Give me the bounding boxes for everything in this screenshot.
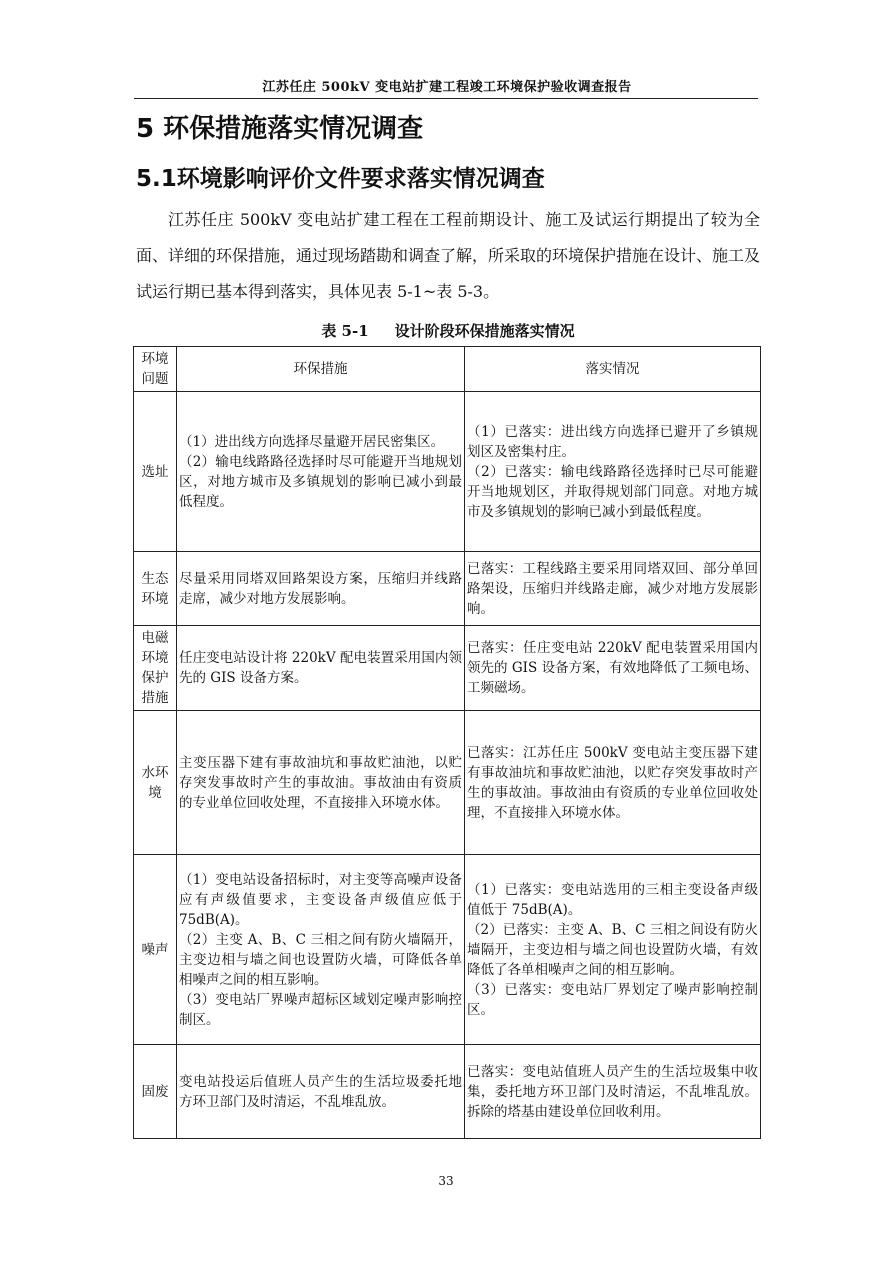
- row-issue: 电磁 环境 保护 措施: [134, 626, 177, 711]
- row-issue: 选址: [134, 392, 177, 552]
- table-caption: [136, 320, 760, 341]
- table-caption-number: 表 5-1: [321, 322, 369, 340]
- row-status: （1）已落实：进出线方向选择已避开了乡镇规划区及密集村庄。 （2）已落实：输电线路路径选择时已尽可能避开当地规划区，并取得规划部门同意。对地方城市及多镇规划的影响已减小到最低程度。: [465, 392, 761, 552]
- row-measure: 主变压器下建有事故油坑和事故贮油池，以贮存突发事故时产生的事故油。事故油由有资质的专业单位回收处理，不直接排入环境水体。: [177, 711, 465, 855]
- intro-paragraph: 江苏任庄 500kV 变电站扩建工程在工程前期设计、施工及试运行期提出了较为全面、详细的环保措施，通过现场踏勘和调查了解，所采取的环境保护措施在设计、施工及试运行期已基本得到落实，具体见表 5-1~表 5-3。: [136, 210, 761, 301]
- table-row: [134, 855, 761, 1045]
- row-status: 已落实：工程线路主要采用同塔双回、部分单回路架设，压缩归并线路走廊，减少对地方发展影响。: [465, 552, 761, 626]
- table-row: [134, 626, 761, 711]
- row-measure: 变电站投运后值班人员产生的生活垃圾委托地方环卫部门及时清运，不乱堆乱放。: [177, 1045, 465, 1139]
- row-status: （1）已落实：变电站选用的三相主变设备声级值低于 75dB(A)。 （2）已落实：主变 A、B、C 三相之间设有防火墙隔开，主变边相与墙之间也设置防火墙，有效降低了各单相噪声之间的相互影响。 （3）已落实：变电站厂界划定了噪声影响控制区。: [465, 855, 761, 1045]
- header-divider: [134, 98, 758, 99]
- row-issue: 水环 境: [134, 711, 177, 855]
- header-status: 落实情况: [465, 347, 761, 392]
- row-measure: （1）变电站设备招标时，对主变等高噪声设备应有声级值要求，主变设备声级值应低于 75dB(A)。 （2）主变 A、B、C 三相之间有防火墙隔开，主变边相与墙之间也设置防火墙，可降低各单相噪声之间的相互影响。 （3）变电站厂界噪声超标区域划定噪声影响控制区。: [177, 855, 465, 1045]
- row-status: 已落实：变电站值班人员产生的生活垃圾集中收集，委托地方环卫部门及时清运，不乱堆乱放。拆除的塔基由建设单位回收利用。: [465, 1045, 761, 1139]
- row-issue: 噪声: [134, 855, 177, 1045]
- running-header: 江苏任庄 500kV 变电站扩建工程竣工环境保护验收调查报告: [262, 80, 632, 95]
- measures-table: [133, 346, 761, 1139]
- subsection-title: 5.1环境影响评价文件要求落实情况调查: [136, 166, 545, 192]
- section-title: 5 环保措施落实情况调查: [136, 114, 424, 144]
- row-measure: （1）进出线方向选择尽量避开居民密集区。 （2）输电线路路径选择时尽可能避开当地规划区，对地方城市及多镇规划的影响已减小到最低程度。: [177, 392, 465, 552]
- header-issue: 环境 问题: [134, 347, 177, 392]
- row-measure: 尽量采用同塔双回路架设方案，压缩归并线路走席，减少对地方发展影响。: [177, 552, 465, 626]
- table-header-row: [134, 347, 761, 392]
- table-row: [134, 1045, 761, 1139]
- table-row: [134, 552, 761, 626]
- row-status: 已落实：江苏任庄 500kV 变电站主变压器下建有事故油坑和事故贮油池，以贮存突发事故时产生的事故油。事故油由有资质的专业单位回收处理，不直接排入环境水体。: [465, 711, 761, 855]
- table-row: [134, 392, 761, 552]
- table-row: [134, 711, 761, 855]
- page-number: 33: [438, 1174, 454, 1188]
- row-measure: 任庄变电站设计将 220kV 配电装置采用国内领先的 GIS 设备方案。: [177, 626, 465, 711]
- header-measure: 环保措施: [177, 347, 465, 392]
- table-caption-title: 设计阶段环保措施落实情况: [394, 322, 575, 340]
- row-status: 已落实：任庄变电站 220kV 配电装置采用国内领先的 GIS 设备方案，有效地降低了工频电场、工频磁场。: [465, 626, 761, 711]
- row-issue: 固废: [134, 1045, 177, 1139]
- row-issue: 生态 环境: [134, 552, 177, 626]
